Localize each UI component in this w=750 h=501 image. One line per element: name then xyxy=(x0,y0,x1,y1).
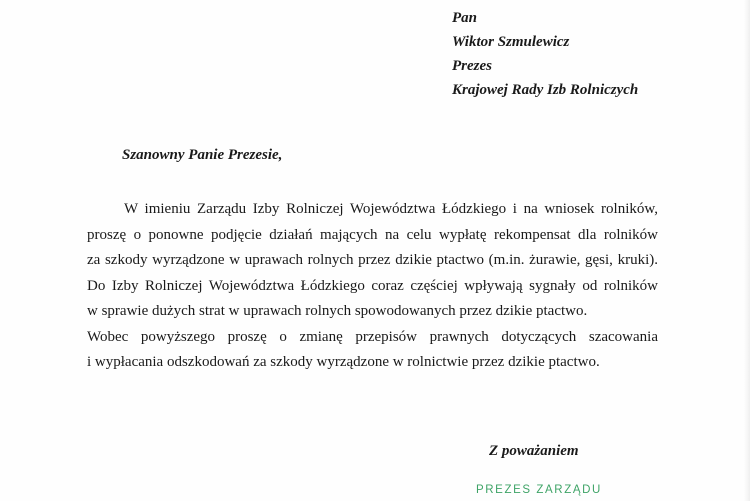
closing-phrase: Z poważaniem xyxy=(489,443,579,459)
body-line: Wobec powyższego proszę o zmianę przepisów prawnych dotyczących szacowania xyxy=(87,328,658,345)
recipient-line-title: Pan xyxy=(452,10,478,26)
body-line: Do Izby Rolniczej Województwa Łódzkiego coraz częściej wpływają sygnały od rolników xyxy=(87,277,658,294)
letter-body xyxy=(87,197,658,376)
signature-stamp: PREZES ZARZĄDU xyxy=(476,484,602,496)
salutation: Szanowny Panie Prezesie, xyxy=(122,147,283,163)
body-line: proszę o ponowne podjęcie działań mających na celu wypłatę rekompensat dla rolników xyxy=(87,226,658,243)
recipient-address xyxy=(452,6,638,102)
body-line: W imieniu Zarządu Izby Rolniczej Województwa Łódzkiego i na wniosek rolników, xyxy=(124,201,658,217)
recipient-line-name: Wiktor Szmulewicz xyxy=(452,34,570,50)
recipient-line-organization: Krajowej Rady Izb Rolniczych xyxy=(452,82,639,98)
body-line: za szkody wyrządzone w uprawach rolnych przez dzikie ptactwo (m.in. żurawie, gęsi, kruki). xyxy=(87,252,658,268)
recipient-line-position: Prezes xyxy=(452,58,492,74)
page-edge-shadow xyxy=(744,0,750,501)
body-line: w sprawie dużych strat w uprawach rolnych spowodowanych przez dzikie ptactwo. xyxy=(87,303,588,319)
body-line: i wypłacania odszkodowań za szkody wyrządzone w rolnictwie przez dzikie ptactwo. xyxy=(87,354,600,370)
